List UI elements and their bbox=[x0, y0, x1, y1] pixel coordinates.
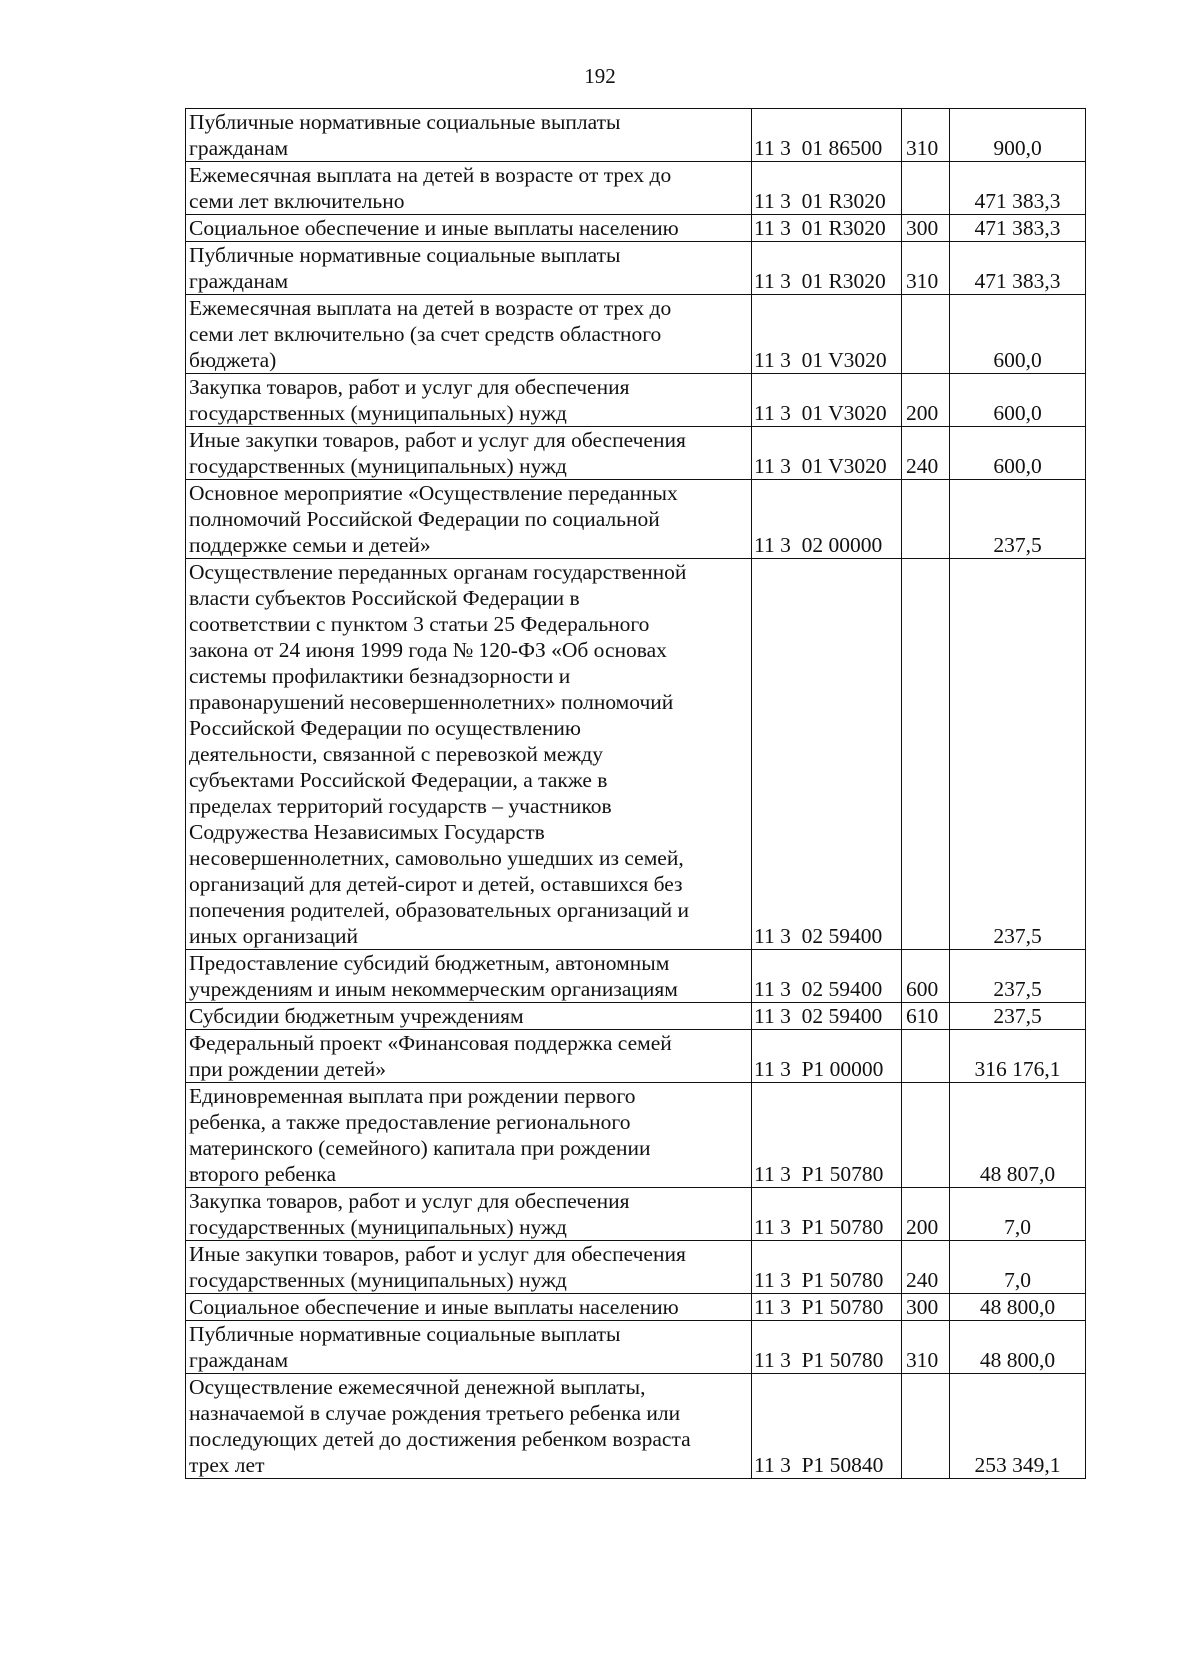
row-name-cell bbox=[186, 242, 752, 295]
row-name-line: правонарушений несовершеннолетних» полномочий bbox=[189, 690, 674, 714]
row-name-cell bbox=[186, 1030, 752, 1083]
row-amount-cell: 237,5 bbox=[950, 559, 1086, 950]
row-name-line: семи лет включительно (за счет средств областного bbox=[189, 322, 662, 346]
row-type-cell: 310 bbox=[902, 109, 950, 162]
row-name-line: Иные закупки товаров, работ и услуг для обеспечения bbox=[189, 1242, 686, 1266]
row-type-cell: 610 bbox=[902, 1003, 950, 1030]
row-name-line: государственных (муниципальных) нужд bbox=[189, 1268, 567, 1292]
row-amount-cell: 7,0 bbox=[950, 1241, 1086, 1294]
row-name-line: поддержке семьи и детей» bbox=[189, 533, 431, 557]
row-name-line: Содружества Независимых Государств bbox=[189, 820, 545, 844]
row-name-line: государственных (муниципальных) нужд bbox=[189, 1215, 567, 1239]
row-amount-cell: 600,0 bbox=[950, 427, 1086, 480]
row-name-cell bbox=[186, 1241, 752, 1294]
row-code-cell: 11 3 02 59400 bbox=[752, 1003, 902, 1030]
row-name-cell bbox=[186, 215, 752, 242]
table-row bbox=[186, 1321, 1086, 1374]
row-name-line: власти субъектов Российской Федерации в bbox=[189, 586, 580, 610]
row-code-cell: 11 3 P1 00000 bbox=[752, 1030, 902, 1083]
row-name-line: трех лет bbox=[189, 1453, 265, 1477]
table-body bbox=[186, 109, 1086, 1479]
row-name-line: Закупка товаров, работ и услуг для обеспечения bbox=[189, 1189, 630, 1213]
row-name-line: Осуществление ежемесячной денежной выплаты, bbox=[189, 1375, 646, 1399]
row-name-line: субъектами Российской Федерации, а также в bbox=[189, 768, 608, 792]
table-row bbox=[186, 1083, 1086, 1188]
budget-table bbox=[185, 108, 1086, 1479]
page-number: 192 bbox=[584, 64, 616, 88]
row-name-line: бюджета) bbox=[189, 348, 277, 372]
row-name-line: учреждениям и иным некоммерческим организациям bbox=[189, 977, 678, 1001]
row-amount-cell: 471 383,3 bbox=[950, 215, 1086, 242]
row-name-line: Федеральный проект «Финансовая поддержка семей bbox=[189, 1031, 672, 1055]
row-name-line: семи лет включительно bbox=[189, 189, 405, 213]
row-type-cell: 200 bbox=[902, 374, 950, 427]
row-name-cell bbox=[186, 480, 752, 559]
row-type-cell: 310 bbox=[902, 1321, 950, 1374]
table-row bbox=[186, 1374, 1086, 1479]
row-amount-cell: 48 800,0 bbox=[950, 1321, 1086, 1374]
row-name-line: Закупка товаров, работ и услуг для обеспечения bbox=[189, 375, 630, 399]
row-name-line: Предоставление субсидий бюджетным, автономным bbox=[189, 951, 670, 975]
row-name-line: Публичные нормативные социальные выплаты bbox=[189, 110, 621, 134]
row-name-line: Основное мероприятие «Осуществление переданных bbox=[189, 481, 678, 505]
row-code-cell: 11 3 01 R3020 bbox=[752, 242, 902, 295]
row-name-cell bbox=[186, 109, 752, 162]
row-name-cell bbox=[186, 1188, 752, 1241]
row-type-cell bbox=[902, 1030, 950, 1083]
row-name-cell bbox=[186, 1083, 752, 1188]
row-amount-cell: 471 383,3 bbox=[950, 242, 1086, 295]
row-name-line: Иные закупки товаров, работ и услуг для обеспечения bbox=[189, 428, 686, 452]
row-amount-cell: 48 800,0 bbox=[950, 1294, 1086, 1321]
table-row bbox=[186, 215, 1086, 242]
table-row bbox=[186, 480, 1086, 559]
row-name-line: полномочий Российской Федерации по социальной bbox=[189, 507, 660, 531]
row-type-cell: 600 bbox=[902, 950, 950, 1003]
row-name-line: закона от 24 июня 1999 года № 120-ФЗ «Об основах bbox=[189, 638, 667, 662]
row-name-cell bbox=[186, 374, 752, 427]
table-row bbox=[186, 1241, 1086, 1294]
row-name-line: государственных (муниципальных) нужд bbox=[189, 401, 567, 425]
row-code-cell: 11 3 P1 50780 bbox=[752, 1321, 902, 1374]
row-name-line: пределах территорий государств – участников bbox=[189, 794, 612, 818]
row-type-cell: 310 bbox=[902, 242, 950, 295]
row-name-line: организаций для детей-сирот и детей, оставшихся без bbox=[189, 872, 683, 896]
row-name-line: Единовременная выплата при рождении первого bbox=[189, 1084, 636, 1108]
row-code-cell: 11 3 P1 50780 bbox=[752, 1294, 902, 1321]
row-name-line: системы профилактики безнадзорности и bbox=[189, 664, 571, 688]
row-name-line: гражданам bbox=[189, 1348, 289, 1372]
table-row bbox=[186, 1294, 1086, 1321]
row-code-cell: 11 3 P1 50780 bbox=[752, 1241, 902, 1294]
row-amount-cell: 237,5 bbox=[950, 950, 1086, 1003]
row-name-line: государственных (муниципальных) нужд bbox=[189, 454, 567, 478]
row-name-line: при рождении детей» bbox=[189, 1057, 387, 1081]
row-amount-cell: 7,0 bbox=[950, 1188, 1086, 1241]
row-name-cell bbox=[186, 1374, 752, 1479]
table-row bbox=[186, 950, 1086, 1003]
row-amount-cell: 900,0 bbox=[950, 109, 1086, 162]
row-amount-cell: 600,0 bbox=[950, 295, 1086, 374]
row-name-line: гражданам bbox=[189, 136, 289, 160]
row-name-line: ребенка, а также предоставление регионального bbox=[189, 1110, 631, 1134]
row-code-cell: 11 3 02 59400 bbox=[752, 950, 902, 1003]
row-type-cell bbox=[902, 1374, 950, 1479]
row-name-line: последующих детей до достижения ребенком возраста bbox=[189, 1427, 691, 1451]
table-row bbox=[186, 374, 1086, 427]
table-row bbox=[186, 162, 1086, 215]
row-name-cell bbox=[186, 427, 752, 480]
row-name-cell bbox=[186, 950, 752, 1003]
row-name-line: Российской Федерации по осуществлению bbox=[189, 716, 581, 740]
row-amount-cell: 253 349,1 bbox=[950, 1374, 1086, 1479]
table-row bbox=[186, 1030, 1086, 1083]
row-amount-cell: 237,5 bbox=[950, 1003, 1086, 1030]
row-code-cell: 11 3 P1 50840 bbox=[752, 1374, 902, 1479]
row-name-line: Социальное обеспечение и иные выплаты населению bbox=[189, 1295, 679, 1319]
row-type-cell bbox=[902, 162, 950, 215]
row-name-line: Публичные нормативные социальные выплаты bbox=[189, 1322, 621, 1346]
row-name-line: Ежемесячная выплата на детей в возрасте от трех до bbox=[189, 296, 672, 320]
row-name-cell bbox=[186, 1294, 752, 1321]
row-amount-cell: 316 176,1 bbox=[950, 1030, 1086, 1083]
row-name-line: гражданам bbox=[189, 269, 289, 293]
table-row bbox=[186, 1003, 1086, 1030]
row-name-line: материнского (семейного) капитала при рождении bbox=[189, 1136, 651, 1160]
row-type-cell: 300 bbox=[902, 1294, 950, 1321]
row-code-cell: 11 3 P1 50780 bbox=[752, 1083, 902, 1188]
row-code-cell: 11 3 01 86500 bbox=[752, 109, 902, 162]
row-name-line: несовершеннолетних, самовольно ушедших из семей, bbox=[189, 846, 684, 870]
row-name-line: назначаемой в случае рождения третьего ребенка или bbox=[189, 1401, 681, 1425]
row-code-cell: 11 3 01 R3020 bbox=[752, 162, 902, 215]
row-name-cell bbox=[186, 559, 752, 950]
row-name-cell bbox=[186, 295, 752, 374]
table-row bbox=[186, 559, 1086, 950]
row-name-line: Субсидии бюджетным учреждениям bbox=[189, 1004, 524, 1028]
row-name-line: Ежемесячная выплата на детей в возрасте от трех до bbox=[189, 163, 672, 187]
row-type-cell: 240 bbox=[902, 1241, 950, 1294]
row-code-cell: 11 3 01 V3020 bbox=[752, 427, 902, 480]
row-type-cell: 300 bbox=[902, 215, 950, 242]
table-row bbox=[186, 295, 1086, 374]
row-name-line: Осуществление переданных органам государственной bbox=[189, 560, 687, 584]
row-type-cell: 200 bbox=[902, 1188, 950, 1241]
row-name-cell bbox=[186, 162, 752, 215]
row-name-line: иных организаций bbox=[189, 924, 359, 948]
row-code-cell: 11 3 P1 50780 bbox=[752, 1188, 902, 1241]
row-name-line: Публичные нормативные социальные выплаты bbox=[189, 243, 621, 267]
row-name-line: соответствии с пунктом 3 статьи 25 Федерального bbox=[189, 612, 650, 636]
row-code-cell: 11 3 02 00000 bbox=[752, 480, 902, 559]
row-type-cell bbox=[902, 559, 950, 950]
row-amount-cell: 237,5 bbox=[950, 480, 1086, 559]
row-name-cell bbox=[186, 1003, 752, 1030]
row-code-cell: 11 3 01 R3020 bbox=[752, 215, 902, 242]
table-row bbox=[186, 427, 1086, 480]
table-row bbox=[186, 109, 1086, 162]
row-code-cell: 11 3 01 V3020 bbox=[752, 374, 902, 427]
row-code-cell: 11 3 01 V3020 bbox=[752, 295, 902, 374]
row-amount-cell: 600,0 bbox=[950, 374, 1086, 427]
table-row bbox=[186, 1188, 1086, 1241]
row-name-cell bbox=[186, 1321, 752, 1374]
row-name-line: деятельности, связанной с перевозкой между bbox=[189, 742, 603, 766]
row-code-cell: 11 3 02 59400 bbox=[752, 559, 902, 950]
row-type-cell: 240 bbox=[902, 427, 950, 480]
row-amount-cell: 48 807,0 bbox=[950, 1083, 1086, 1188]
row-type-cell bbox=[902, 295, 950, 374]
row-type-cell bbox=[902, 1083, 950, 1188]
row-name-line: второго ребенка bbox=[189, 1162, 337, 1186]
row-name-line: Социальное обеспечение и иные выплаты населению bbox=[189, 216, 679, 240]
row-name-line: попечения родителей, образовательных организаций и bbox=[189, 898, 690, 922]
table-row bbox=[186, 242, 1086, 295]
row-amount-cell: 471 383,3 bbox=[950, 162, 1086, 215]
row-type-cell bbox=[902, 480, 950, 559]
